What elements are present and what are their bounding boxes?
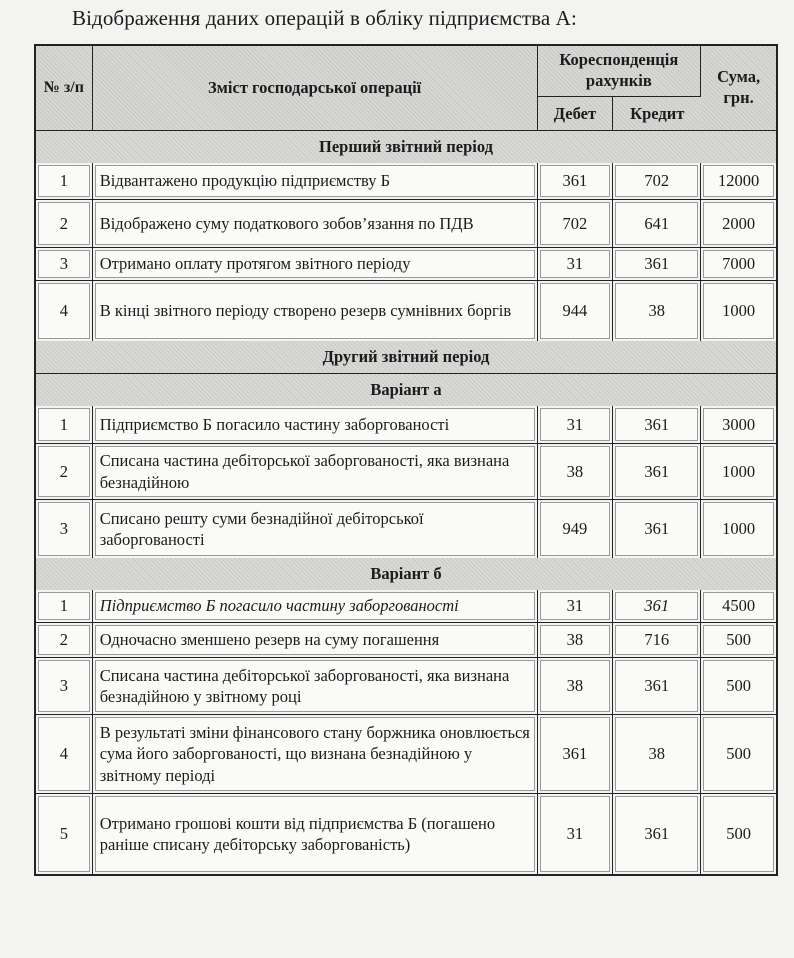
row-number: 3	[36, 658, 93, 715]
table-row	[36, 794, 776, 874]
row-number: 5	[36, 794, 93, 874]
header-correspondence: Кореспонденція рахунків	[538, 46, 702, 97]
amount: 1000	[701, 500, 776, 558]
credit-account: 361	[613, 406, 701, 444]
header-credit: Кредит	[613, 97, 701, 131]
table-row	[36, 163, 776, 200]
section-variant-b: Варіант б	[36, 558, 776, 590]
header-sum: Сума, грн.	[701, 46, 776, 131]
debit-account: 702	[538, 200, 614, 248]
first-period-rows	[36, 163, 776, 341]
header-content: Зміст господарської операції	[93, 46, 538, 131]
section-second-period: Другий звітний період	[36, 341, 776, 374]
amount: 500	[701, 715, 776, 794]
table-row	[36, 444, 776, 500]
amount: 500	[701, 658, 776, 715]
row-number: 1	[36, 406, 93, 444]
amount: 3000	[701, 406, 776, 444]
header-row-1	[36, 46, 776, 97]
section-variant-a: Варіант а	[36, 374, 776, 406]
amount: 4500	[701, 590, 776, 623]
section-row	[36, 131, 776, 163]
operation-description: Відвантажено продукцію підприємству Б	[93, 163, 538, 200]
operation-description: Списана частина дебіторської заборгованості, яка визнана безнадійною	[93, 444, 538, 500]
row-number: 3	[36, 248, 93, 281]
table-row	[36, 715, 776, 794]
amount: 2000	[701, 200, 776, 248]
row-number: 2	[36, 444, 93, 500]
operation-description: Отримано оплату протягом звітного періоду	[93, 248, 538, 281]
amount: 500	[701, 794, 776, 874]
debit-account: 944	[538, 281, 614, 341]
amount: 1000	[701, 281, 776, 341]
debit-account: 949	[538, 500, 614, 558]
variant-a-rows	[36, 406, 776, 558]
table-row	[36, 281, 776, 341]
operation-description: Списано решту суми безнадійної дебіторської заборгованості	[93, 500, 538, 558]
table-row	[36, 658, 776, 715]
table-row	[36, 248, 776, 281]
amount: 7000	[701, 248, 776, 281]
credit-account: 641	[613, 200, 701, 248]
table-row	[36, 623, 776, 658]
amount: 500	[701, 623, 776, 658]
section-row	[36, 558, 776, 590]
document-title: Відображення даних операцій в обліку підприємства А:	[72, 6, 577, 30]
operation-description: Одночасно зменшено резерв на суму погашення	[93, 623, 538, 658]
table-row	[36, 406, 776, 444]
credit-account: 361	[613, 794, 701, 874]
debit-account: 31	[538, 406, 614, 444]
table-row	[36, 500, 776, 558]
credit-account: 702	[613, 163, 701, 200]
debit-account: 38	[538, 658, 614, 715]
credit-account: 38	[613, 715, 701, 794]
operation-description: Підприємство Б погасило частину заборгованості	[93, 406, 538, 444]
operations-table	[34, 44, 778, 876]
credit-account: 361	[613, 658, 701, 715]
section-first-period: Перший звітний період	[36, 131, 776, 163]
row-number: 4	[36, 715, 93, 794]
operation-description: В результаті зміни фінансового стану боржника оновлюється сума його заборгованості, що визнана безнадійною у звітному періоді	[93, 715, 538, 794]
table-row	[36, 200, 776, 248]
credit-account: 38	[613, 281, 701, 341]
table-row	[36, 590, 776, 623]
credit-account: 361	[613, 248, 701, 281]
debit-account: 361	[538, 715, 614, 794]
credit-account: 361	[613, 500, 701, 558]
row-number: 1	[36, 163, 93, 200]
operation-description: Списана частина дебіторської заборгованості, яка визнана безнадійною у звітному році	[93, 658, 538, 715]
row-number: 4	[36, 281, 93, 341]
header-debit: Дебет	[538, 97, 614, 131]
row-number: 3	[36, 500, 93, 558]
debit-account: 31	[538, 590, 614, 623]
credit-account: 361	[613, 590, 701, 623]
amount: 1000	[701, 444, 776, 500]
credit-account: 361	[613, 444, 701, 500]
row-number: 2	[36, 623, 93, 658]
debit-account: 31	[538, 248, 614, 281]
amount: 12000	[701, 163, 776, 200]
debit-account: 31	[538, 794, 614, 874]
credit-account: 716	[613, 623, 701, 658]
operation-description: В кінці звітного періоду створено резерв сумнівних боргів	[93, 281, 538, 341]
section-row	[36, 374, 776, 406]
section-row	[36, 341, 776, 374]
row-number: 1	[36, 590, 93, 623]
variant-b-rows	[36, 590, 776, 874]
debit-account: 38	[538, 444, 614, 500]
operation-description: Підприємство Б погасило частину заборгованості	[93, 590, 538, 623]
debit-account: 38	[538, 623, 614, 658]
operation-description: Відображено суму податкового зобов’язання по ПДВ	[93, 200, 538, 248]
row-number: 2	[36, 200, 93, 248]
operation-description: Отримано грошові кошти від підприємства Б (погашено раніше списану дебіторську заборгованість)	[93, 794, 538, 874]
header-number: № з/п	[36, 46, 93, 131]
debit-account: 361	[538, 163, 614, 200]
